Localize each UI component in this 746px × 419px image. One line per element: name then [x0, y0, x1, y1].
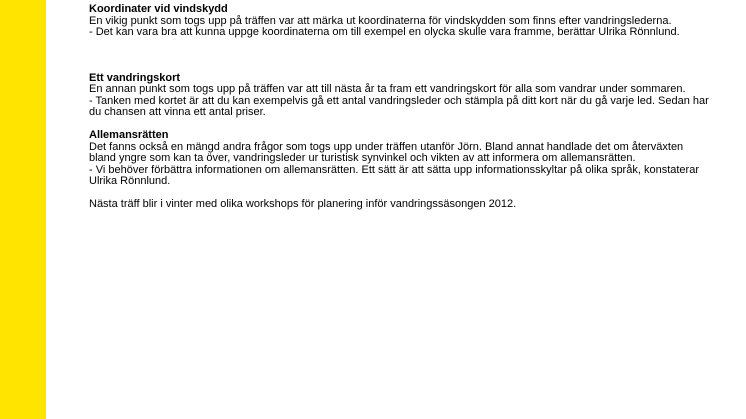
closing-paragraph: Nästa träff blir i vinter med olika workshops för planering inför vandringssäsongen 2012. [89, 198, 517, 210]
section-heading: Koordinater vid vindskydd [89, 3, 228, 15]
section-paragraph: - Det kan vara bra att kunna uppge koordinaterna om till exempel en olycka skulle vara framme, berättar Ulrika Rönnlund. [89, 26, 680, 38]
section-paragraph: - Tanken med kortet är att du kan exempelvis gå ett antal vandringsleder och stämpla på ditt kort när du gå varje led. Sedan har du chansen att vinna ett antal priser. [89, 94, 709, 118]
article-body [89, 4, 709, 211]
section-paragraph: Det fanns också en mängd andra frågor som togs upp under träffen utanför Jörn. Bland annat handlade det om återväxten bland yngre som kan ta över, vandringsleder ur turistisk synvinkel och vikten av att informera om allemansrätten. [89, 140, 684, 164]
section-heading: Allemansrätten [89, 129, 169, 141]
section-allemansratten [89, 130, 709, 188]
section-koordinater [89, 4, 709, 39]
section-paragraph: - Vi behöver förbättra informationen om allemansrätten. Ett sätt är att sätta upp informationsskyltar på olika språk, konstaterar Ulrika Rönnlund. [89, 163, 699, 187]
section-vandringskort [89, 73, 709, 119]
section-paragraph: En vikig punkt som togs upp på träffen var att märka ut koordinaterna för vindskydden som finns efter vandringslederna. [89, 14, 672, 27]
section-heading: Ett vandringskort [89, 71, 181, 84]
yellow-side-bar [0, 0, 46, 419]
section-paragraph: En annan punkt som togs upp på träffen var att till nästa år ta fram ett vandringskort för alla som vandrar under sommaren. [89, 83, 686, 95]
